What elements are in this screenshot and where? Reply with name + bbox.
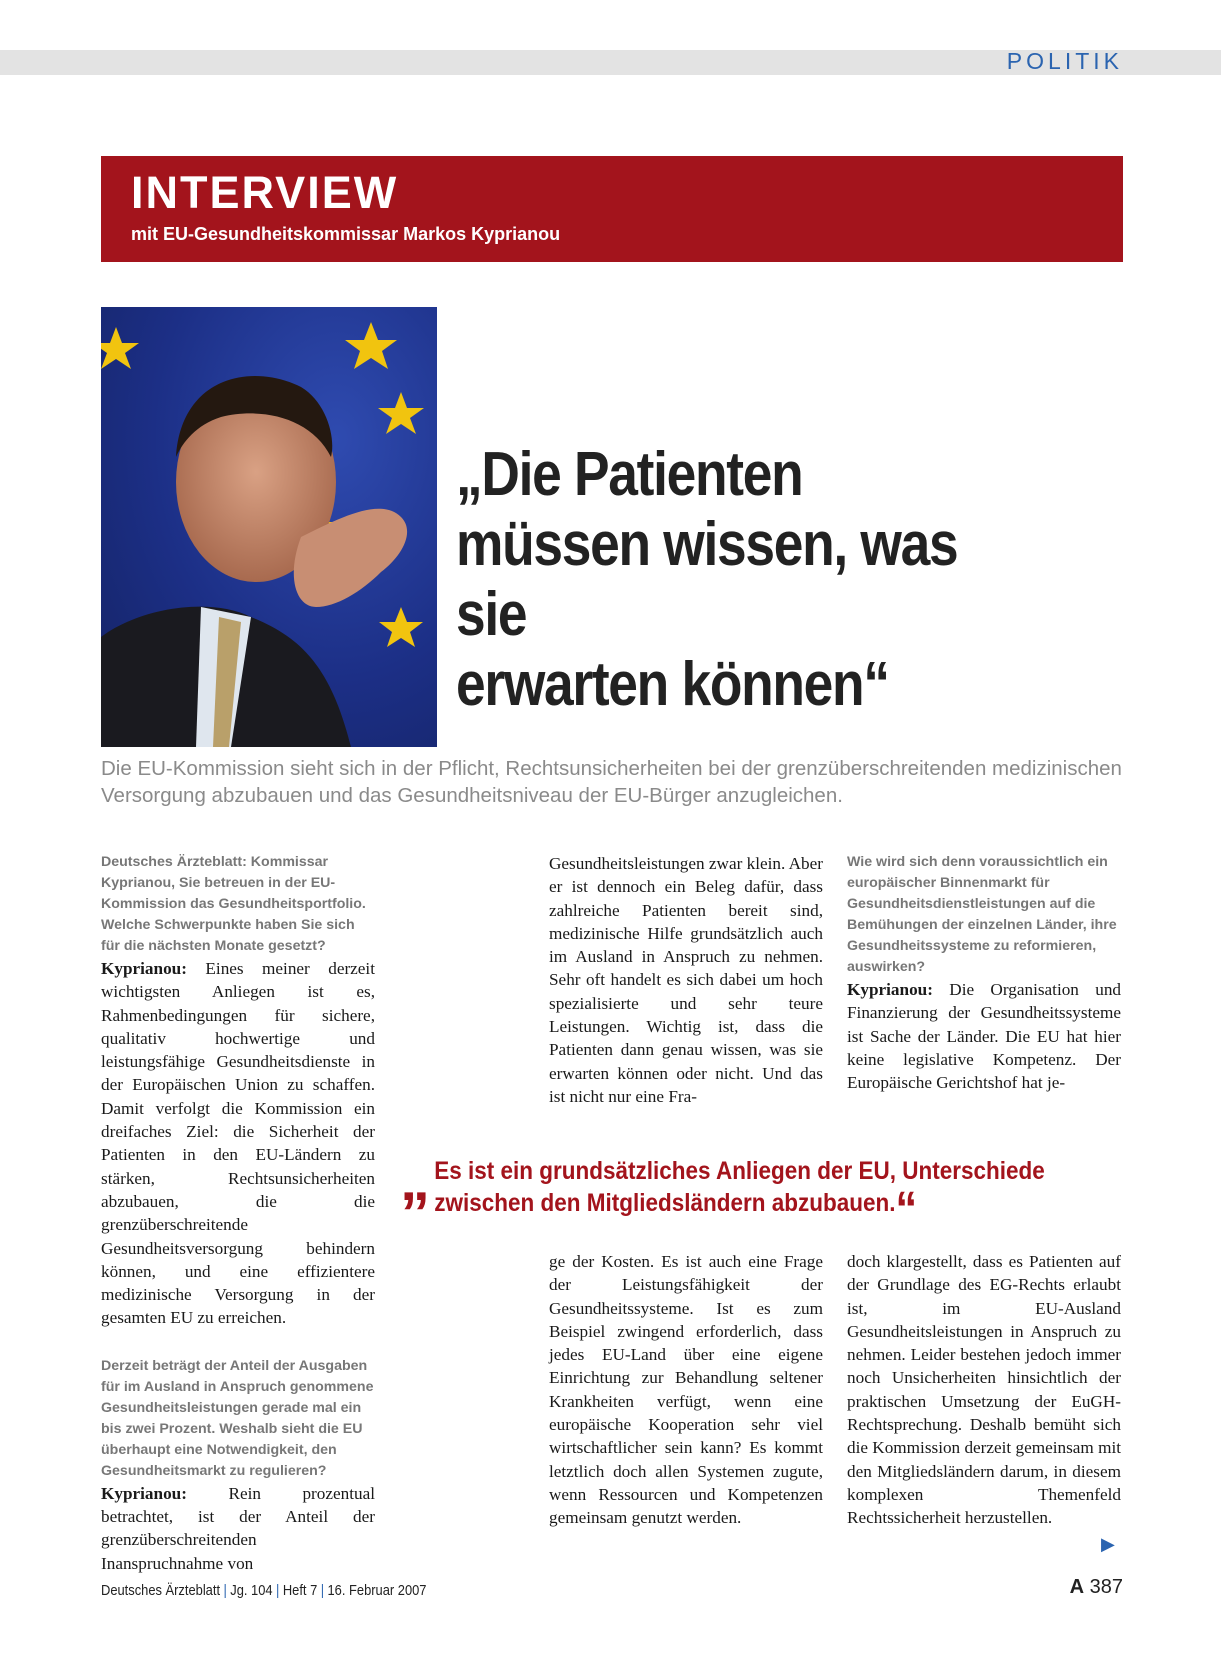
banner-subtitle: mit EU-Gesundheitskommissar Markos Kyprianou	[131, 224, 561, 244]
page-prefix: A	[1069, 1576, 1085, 1598]
footer-journal: Deutsches Ärzteblatt	[101, 1582, 221, 1599]
pullquote-open-mark: „	[400, 1146, 430, 1213]
column-1	[101, 852, 375, 1575]
question-3: Wie wird sich denn voraussichtlich ein europäischer Binnenmarkt für Gesundheitsdienstleistungen auf die Bemühungen der einzelnen Länder, ihre Gesundheitssysteme zu reformieren, auswirken?	[847, 854, 1117, 975]
speaker-label: Kyprianou:	[847, 980, 933, 999]
column-2-bottom-text: ge der Kosten. Es ist auch eine Frage der Leistungsfähigkeit der Gesundheitssysteme. Ist es zum Beispiel zwingend erforderlich, dass jedes EU-Land über eine eigene Einrichtung zur Behandlung seltener Krankheiten verfügt, wenn eine europäische Kooperation sehr viel wirtschaftlicher sein kann? Es kommt letztlich doch allen Systemen zugute, wenn Ressourcen und Kompetenzen gemeinsam genutzt werden.	[549, 1252, 823, 1528]
answer-3-text: Die Organisation und Finanzierung der Gesundheitssysteme ist Sache der Länder. Die EU hat hier keine legislative Kompetenz. Der Europäische Gerichtshof hat je-	[847, 980, 1122, 1093]
interview-banner	[101, 156, 1123, 262]
column-3-bottom	[847, 1250, 1121, 1530]
footer-volume: Jg. 104	[230, 1582, 273, 1599]
column-2-top	[549, 852, 823, 1108]
pullquote-line-1: Es ist ein grundsätzliches Anliegen der EU, Unterschiede	[434, 1157, 1045, 1185]
pullquote	[400, 1155, 1048, 1236]
headline-line-3: erwarten können“	[456, 650, 889, 719]
headline-line-2: müssen wissen, was sie	[456, 510, 958, 649]
speaker-label: Kyprianou:	[101, 959, 187, 978]
speaker-label: Kyprianou:	[101, 1483, 187, 1503]
continue-arrow-icon: ▶	[1101, 1534, 1115, 1554]
column-2-bottom	[549, 1250, 823, 1530]
question-1: Deutsches Ärzteblatt: Kommissar Kyprianou, Sie betreuen in der EU-Kommission das Gesundheitsportfolio. Welche Schwerpunkte haben Sie sich für die nächsten Monate gesetzt?	[101, 854, 366, 954]
banner-title: INTERVIEW	[131, 167, 399, 218]
answer-3	[847, 978, 1121, 1094]
section-label: POLITIK	[1006, 48, 1123, 74]
pullquote-line-2: zwischen den Mitgliedsländern abzubauen.	[434, 1189, 896, 1217]
column-2-top-text: Gesundheitsleistungen zwar klein. Aber er ist dennoch ein Beleg dafür, dass zahlreiche Patienten bereit sind, medizinische Hilfe grundsätzlich auch im Ausland in Anspruch zu nehmen. Sehr oft handelt es sich dabei um hoch spezialisierte und sehr teure Leistungen. Wichtig ist, dass die Patienten dann genau wissen, was sie erwarten können oder nicht. Und das ist nicht nur eine Fra-	[549, 854, 823, 1106]
pullquote-close-mark: “	[895, 1183, 918, 1236]
answer-2	[101, 1482, 375, 1575]
portrait-illustration	[101, 307, 437, 747]
question-2: Derzeit beträgt der Anteil der Ausgaben für im Ausland in Anspruch genommene Gesundheitsleistungen gerade mal ein bis zwei Prozent. Weshalb sieht die EU überhaupt eine Notwendigkeit, den Gesundheitsmarkt zu regulieren?	[101, 1357, 374, 1479]
answer-1	[101, 957, 375, 1330]
footer-issue: Heft 7	[282, 1582, 318, 1599]
footer-citation: Deutsches Ärzteblatt | Jg. 104 | Heft 7 | 16. Februar 2007	[101, 1582, 427, 1599]
column-3-top	[847, 852, 1121, 1094]
column-3-bottom-text: doch klargestellt, dass es Patienten auf der Grundlage des EG-Rechts erlaubt ist, im EU-Ausland Gesundheitsleistungen in Anspruch zu nehmen. Leider bestehen jedoch immer noch Unsicherheiten hinsichtlich der praktischen Umsetzung der EuGH-Rechtsprechung. Deshalb bemüht sich die Kommission derzeit gemeinsam mit den Mitgliedsländern darum, in diesem komplexen Themenfeld Rechtssicherheit herzustellen.	[847, 1252, 1121, 1528]
page-number	[1070, 1576, 1123, 1599]
headline-line-1: „Die Patienten	[456, 440, 803, 509]
pullquote-line-2-wrap	[400, 1183, 1048, 1236]
page-number-value: 387	[1089, 1576, 1123, 1598]
headline	[456, 440, 1024, 720]
footer-date: 16. Februar 2007	[327, 1582, 427, 1599]
lead-paragraph: Die EU-Kommission sieht sich in der Pflicht, Rechtsunsicherheiten bei der grenzüberschreitenden medizinischen Versorgung abzubauen und das Gesundheitsniveau der EU-Bürger anzugleichen.	[101, 757, 1122, 807]
portrait-photo	[101, 307, 437, 747]
answer-2-text: Rein prozentual betrachtet, ist der Anteil der grenzüberschreitenden Inanspruchnahme von	[101, 1483, 375, 1573]
answer-1-text: Eines meiner derzeit wichtigsten Anliegen ist es, Rahmenbedingungen für sichere, qualitativ hochwertige und leistungsfähige Gesundheitsdienste in der Europäischen Union zu schaffen. Damit verfolgt die Kommission ein dreifaches Ziel: die Sicherheit der Patienten in den EU-Ländern zu stärken, Rechtsunsicherheiten abzubauen, die die grenzüberschreitende Gesundheitsversorgung behindern können, und eine effizientere medizinische Versorgung in der gesamten EU zu erreichen.	[101, 959, 375, 1328]
